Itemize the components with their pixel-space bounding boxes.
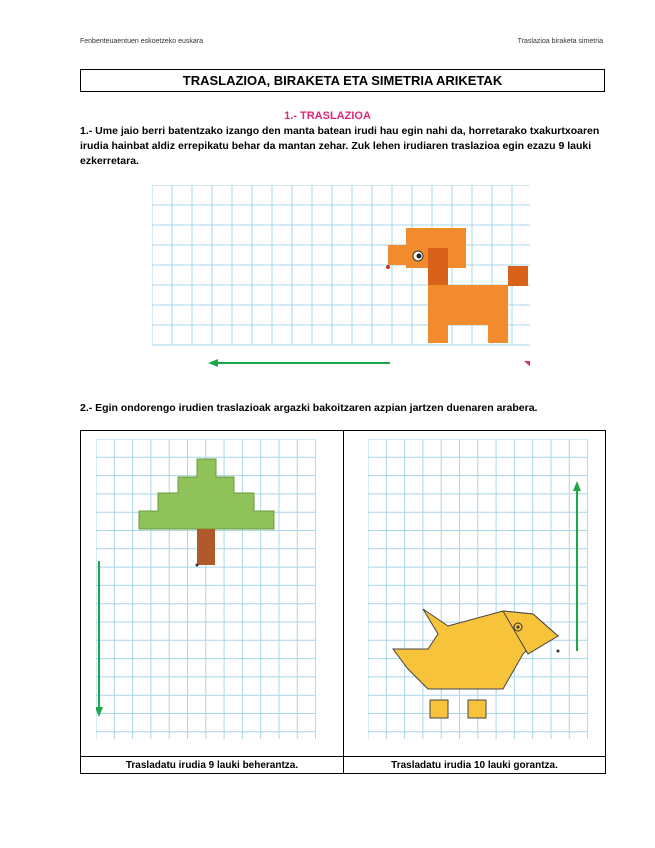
- exercise-1-text: 1.- Ume jaio berri batentzako izango den manta batean irudi hau egin nahi da, horretarako txakurtxoaren irudia hainbat aldiz errepikatu behar da mantan zehar. Zuk lehen irudiaren traslazioa egin ezazu 9 lauki ezkerretara.: [80, 125, 600, 167]
- dog-grid-figure: [152, 185, 530, 368]
- section-heading: 1.- TRASLAZIOA: [284, 110, 371, 122]
- corner-mark: [524, 361, 530, 368]
- grid-lines: [368, 439, 588, 739]
- tree-grid-figure: [96, 439, 316, 749]
- arrow-up-icon: [573, 481, 581, 651]
- duck-figure-icon: [393, 609, 560, 718]
- exercise-2-text: 2.- Egin ondorengo irudien traslazioak argazki bakoitzaren azpian jartzen duenaren arabera.: [80, 402, 538, 414]
- caption-left: Trasladatu irudia 9 lauki beherantza.: [125, 759, 299, 771]
- exercise-2-table: [80, 430, 606, 774]
- header-left-text: Fenbenteuaentuen eskoetzeko euskara: [80, 38, 203, 45]
- page-title: TRASLAZIOA, BIRAKETA ETA SIMETRIA ARIKETAK: [80, 69, 605, 92]
- header-right-text: Traslazioa biraketa simetria: [517, 38, 603, 45]
- arrow-down-icon: [96, 561, 103, 717]
- arrow-left-icon: [208, 359, 390, 367]
- table-divider-vertical: [343, 431, 344, 773]
- caption-right: Trasladatu irudia 10 lauki gorantza.: [391, 759, 558, 771]
- duck-grid-figure: [368, 439, 588, 749]
